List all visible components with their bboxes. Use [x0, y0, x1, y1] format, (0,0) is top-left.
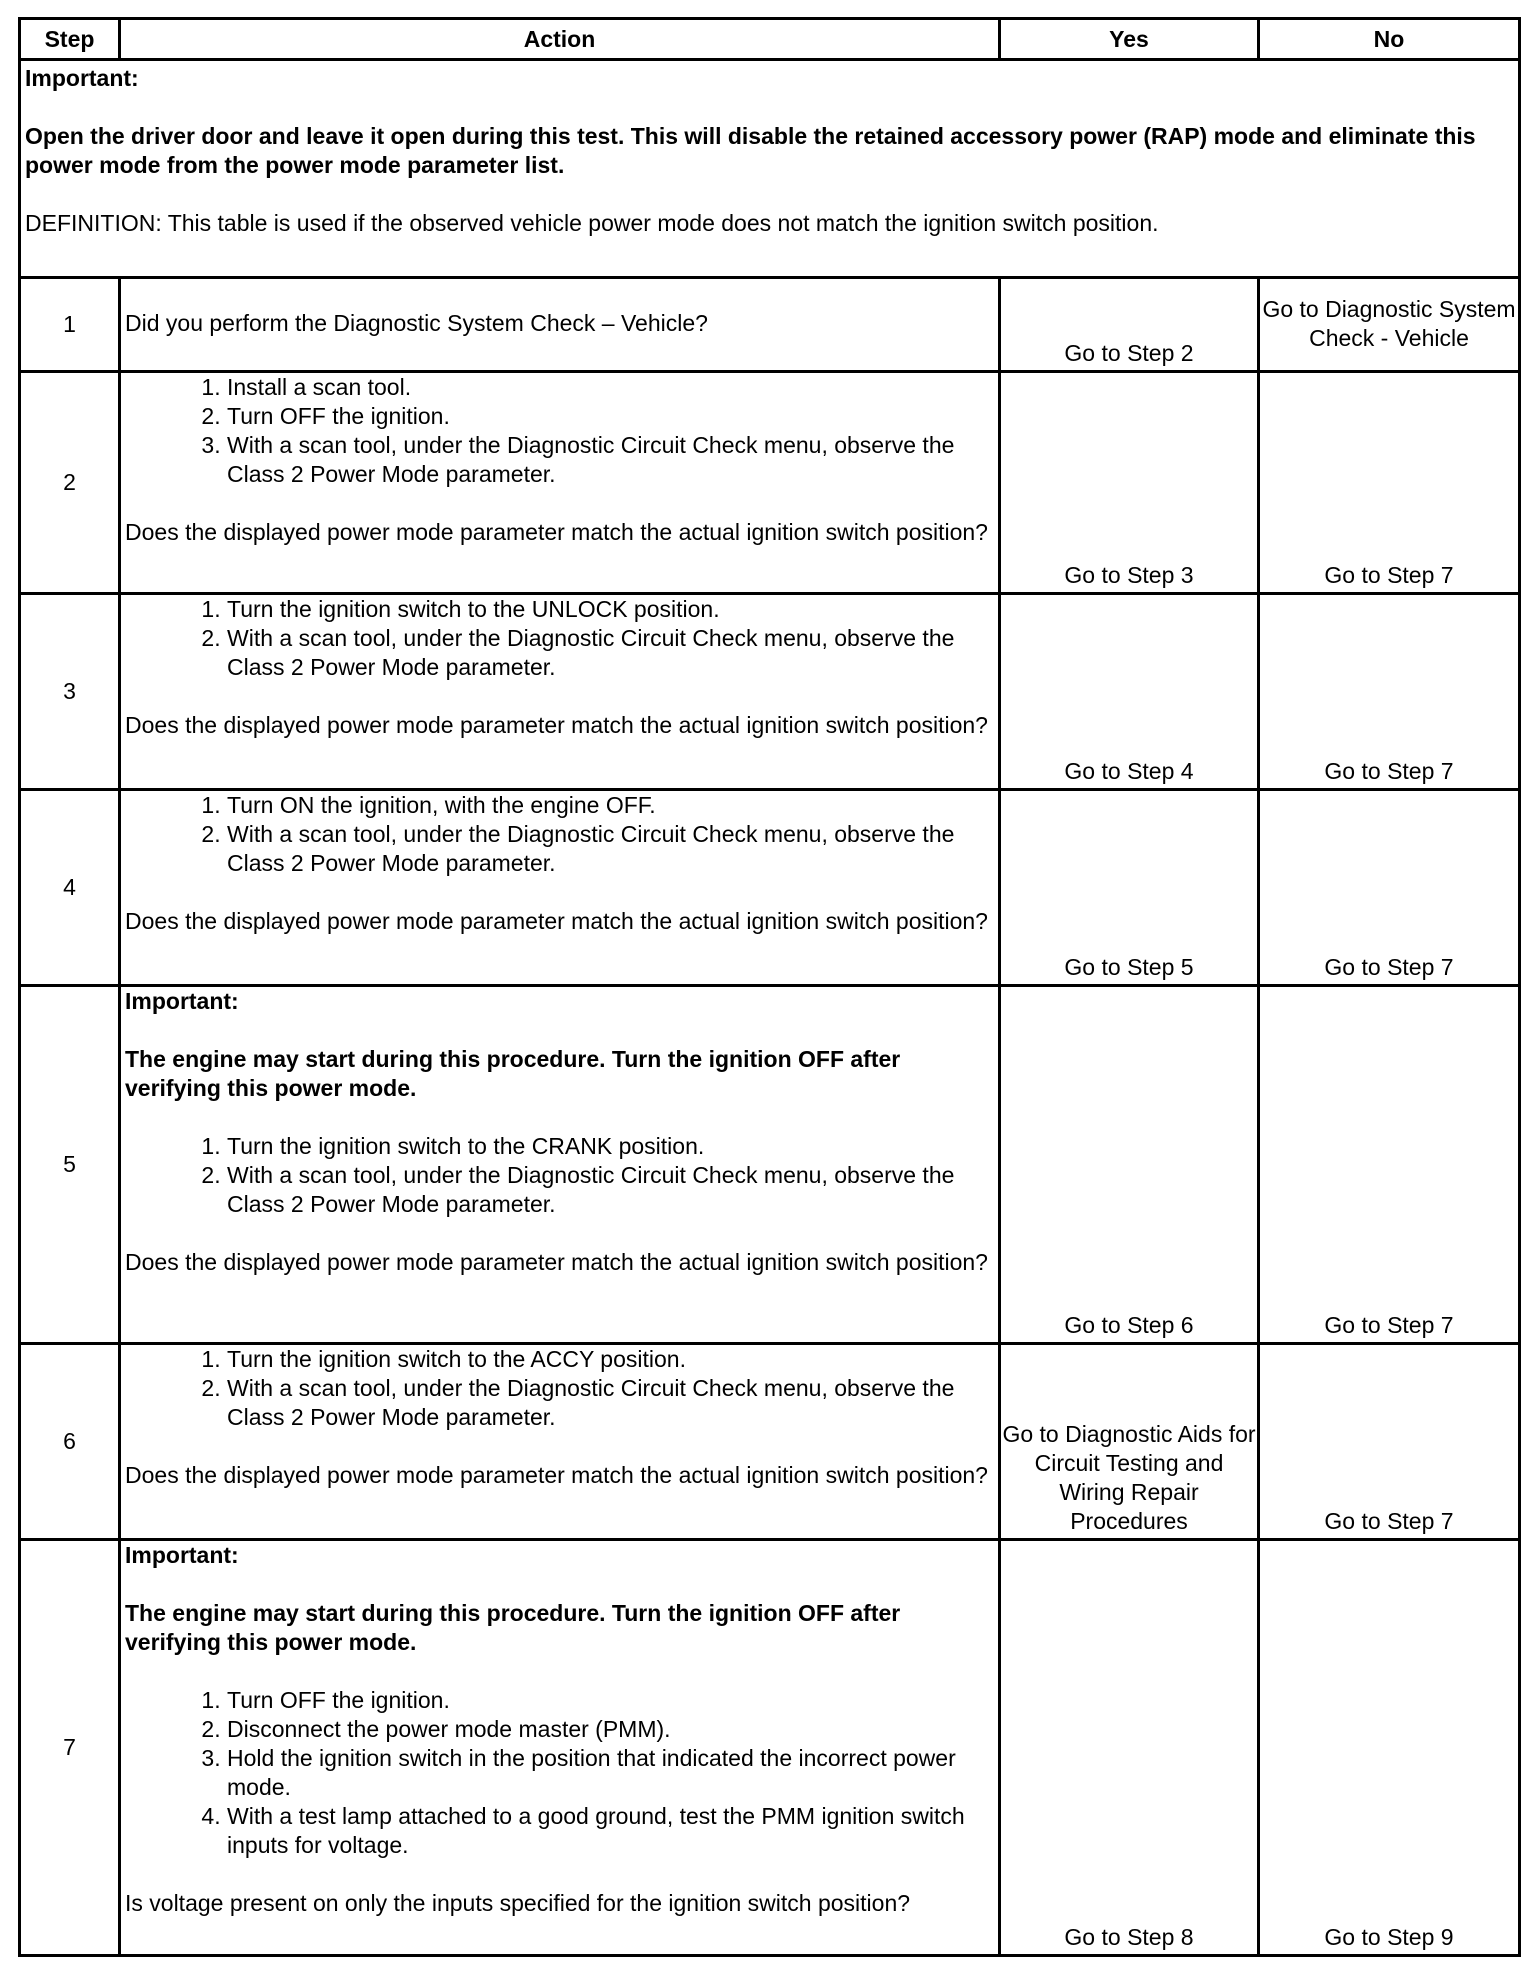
step-yes: Go to Step 4 [1000, 594, 1259, 790]
step-number: 1 [20, 278, 120, 372]
step-no: Go to Step 9 [1259, 1540, 1520, 1956]
step-yes: Go to Diagnostic Aids for Circuit Testing and Wiring Repair Procedures [1000, 1344, 1259, 1540]
step-number: 4 [20, 790, 120, 986]
intro-row [20, 60, 1520, 278]
step-important-text: The engine may start during this procedure. Turn the ignition OFF after verifying this power mode. [125, 1046, 901, 1101]
step-yes: Go to Step 3 [1000, 372, 1259, 594]
header-no: No [1259, 19, 1520, 60]
step-question: Does the displayed power mode parameter match the actual ignition switch position? [125, 1462, 988, 1488]
table-row [20, 1344, 1520, 1540]
list-item: 3. With a scan tool, under the Diagnostic Circuit Check menu, observe the Class 2 Power Mode parameter. [227, 431, 994, 489]
step-action [120, 594, 1000, 790]
header-row [20, 19, 1520, 60]
list-item: 2. Disconnect the power mode master (PMM). [227, 1715, 994, 1744]
step-action [120, 1540, 1000, 1956]
intro-cell [20, 60, 1520, 278]
list-item: 2. With a scan tool, under the Diagnostic Circuit Check menu, observe the Class 2 Power Mode parameter. [227, 1374, 994, 1432]
step-important-label: Important: [125, 1542, 239, 1568]
table-row [20, 1540, 1520, 1956]
step-number: 7 [20, 1540, 120, 1956]
step-question: Is voltage present on only the inputs specified for the ignition switch position? [125, 1890, 911, 1916]
table-row [20, 790, 1520, 986]
step-yes: Go to Step 6 [1000, 986, 1259, 1344]
step-instructions [125, 1686, 994, 1860]
step-no: Go to Step 7 [1259, 372, 1520, 594]
header-yes: Yes [1000, 19, 1259, 60]
list-item: 1. Turn ON the ignition, with the engine OFF. [227, 791, 994, 820]
step-yes: Go to Step 5 [1000, 790, 1259, 986]
table-row [20, 278, 1520, 372]
table-row [20, 594, 1520, 790]
step-question: Does the displayed power mode parameter match the actual ignition switch position? [125, 908, 988, 934]
step-important-label: Important: [125, 988, 239, 1014]
step-action [120, 372, 1000, 594]
step-number: 5 [20, 986, 120, 1344]
list-item: 2. With a scan tool, under the Diagnostic Circuit Check menu, observe the Class 2 Power Mode parameter. [227, 624, 994, 682]
step-no: Go to Step 7 [1259, 1344, 1520, 1540]
step-yes: Go to Step 2 [1000, 278, 1259, 372]
step-no: Go to Step 7 [1259, 594, 1520, 790]
step-instructions [125, 595, 994, 682]
list-item: 2. With a scan tool, under the Diagnostic Circuit Check menu, observe the Class 2 Power Mode parameter. [227, 820, 994, 878]
step-instructions [125, 373, 994, 489]
step-no: Go to Step 7 [1259, 986, 1520, 1344]
list-item: 2. With a scan tool, under the Diagnostic Circuit Check menu, observe the Class 2 Power Mode parameter. [227, 1161, 994, 1219]
intro-important-text: Open the driver door and leave it open during this test. This will disable the retained accessory power (RAP) mode and eliminate this power mode from the power mode parameter list. [25, 123, 1476, 178]
step-number: 2 [20, 372, 120, 594]
step-action [120, 790, 1000, 986]
step-question: Does the displayed power mode parameter match the actual ignition switch position? [125, 519, 988, 545]
diagnostic-table [18, 17, 1521, 1957]
list-item: 3. Hold the ignition switch in the position that indicated the incorrect power mode. [227, 1744, 994, 1802]
list-item: 1. Turn the ignition switch to the UNLOCK position. [227, 595, 994, 624]
step-no: Go to Diagnostic System Check - Vehicle [1259, 278, 1520, 372]
header-action: Action [120, 19, 1000, 60]
step-question: Does the displayed power mode parameter match the actual ignition switch position? [125, 1249, 988, 1275]
table-row [20, 986, 1520, 1344]
step-instructions [125, 791, 994, 878]
list-item: 2. Turn OFF the ignition. [227, 402, 994, 431]
step-instructions [125, 1132, 994, 1219]
list-item: 4. With a test lamp attached to a good ground, test the PMM ignition switch inputs for voltage. [227, 1802, 994, 1860]
step-number: 3 [20, 594, 120, 790]
step-question: Did you perform the Diagnostic System Check – Vehicle? [125, 310, 708, 336]
header-step: Step [20, 19, 120, 60]
table-row [20, 372, 1520, 594]
step-instructions [125, 1345, 994, 1432]
step-action [120, 986, 1000, 1344]
step-important-text: The engine may start during this procedure. Turn the ignition OFF after verifying this power mode. [125, 1600, 901, 1655]
list-item: 1. Turn the ignition switch to the ACCY position. [227, 1345, 994, 1374]
step-no: Go to Step 7 [1259, 790, 1520, 986]
step-question: Does the displayed power mode parameter match the actual ignition switch position? [125, 712, 988, 738]
list-item: 1. Install a scan tool. [227, 373, 994, 402]
step-action [120, 1344, 1000, 1540]
intro-important-label: Important: [25, 65, 139, 91]
list-item: 1. Turn OFF the ignition. [227, 1686, 994, 1715]
intro-definition: DEFINITION: This table is used if the observed vehicle power mode does not match the ignition switch position. [25, 210, 1159, 236]
step-yes: Go to Step 8 [1000, 1540, 1259, 1956]
step-action [120, 278, 1000, 372]
list-item: 1. Turn the ignition switch to the CRANK position. [227, 1132, 994, 1161]
step-number: 6 [20, 1344, 120, 1540]
